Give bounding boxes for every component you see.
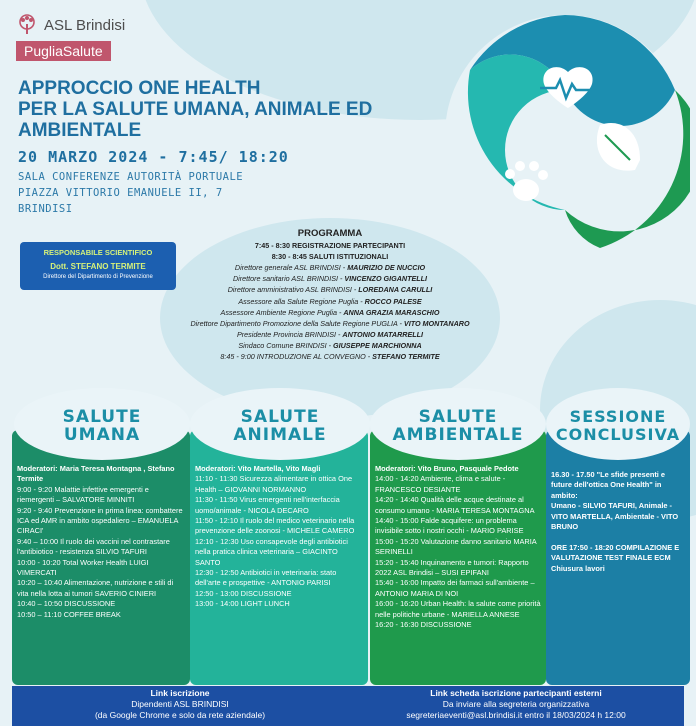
session-item: 12:10 - 12:30 Uso consapevole degli antibiotici nella pratica clinica veterinaria – GIACINTO SANTO (195, 536, 348, 567)
venue-line-1: SALA CONFERENZE AUTORITÀ PORTUALE (18, 171, 244, 183)
programma-line (172, 273, 488, 284)
column-sessione-conclusiva (546, 430, 690, 685)
internal-note: (da Google Chrome e solo da rete aziendale) (94, 710, 266, 720)
session-item: 9:20 - 9:40 Prevenzione in prima linea: combattere ICA ed AMR in ambito ospedaliero – EMANUELA CIRACI' (17, 505, 183, 536)
programma-lines (172, 262, 488, 362)
session-item: 16:20 - 16:30 DISCUSSIONE (375, 620, 472, 630)
programma-speaker: LOREDANA CARULLI (358, 285, 433, 295)
title-line-2: PER LA SALUTE UMANA, ANIMALE ED (18, 99, 373, 120)
programma-speaker: ANNA GRAZIA MARASCHIO (343, 307, 440, 317)
session-item: 9:40 – 10:00 Il ruolo dei vaccini nel contrastare l'antibiotico - resistenza SILVIO TAFURI (17, 536, 170, 557)
session-item: 15:20 - 15:40 Inquinamento e tumori: Rapporto 2022 ASL Brindisi – SUSI EPIFANI (375, 557, 529, 578)
programma-speaker: ROCCO PALESE (364, 296, 422, 306)
header-salute-umana (14, 388, 190, 460)
programma-line (172, 262, 488, 273)
session-item: 12:30 - 12:50 Antibiotici in veterinaria: stato dell'arte e prospettive - ANTONIO PARISI (195, 568, 337, 588)
programma-title: PROGRAMMA (297, 228, 363, 239)
programma-speaker: ANTONIO MATARRELLI (342, 329, 424, 339)
programma-line (172, 351, 488, 362)
one-health-emblem (440, 10, 690, 260)
header-salute-ambientale (370, 388, 546, 460)
session-item: Moderatori: Maria Teresa Montagna , Stefano Termite (17, 464, 175, 484)
session-item: 16:00 - 16:20 Urban Health: la salute come priorità nelle politiche urbane - MARIELLA ANNESE (375, 599, 541, 619)
session-item: 10:40 – 10:50 DISCUSSIONE (17, 599, 116, 609)
logo (16, 12, 142, 61)
session-item: 9:00 - 9:20 Malattie infettive emergenti e riemergenti – SALVATORE MINNITI (17, 484, 149, 505)
session-item: 10:20 – 10:40 Alimentazione, nutrizione e stili di vita nella lotta ai tumori SAVERIO CINIERI (17, 578, 174, 598)
title-line-3: AMBIENTALE (18, 120, 142, 141)
header-line-1: SALUTE (418, 407, 498, 427)
programma-role: Direttore amministrativo ASL BRINDISI - (227, 285, 359, 295)
programma-speaker: VITO MONTANARO (403, 318, 470, 328)
external-registration[interactable] (348, 686, 684, 726)
programma-role: Assessore Ambiente Regione Puglia - (220, 307, 344, 317)
responsabile-name: Dott. STEFANO TERMITE (50, 262, 146, 271)
puglia-salute-label: PugliaSalute (16, 41, 111, 61)
external-instructions: Da inviare alla segreteria organizzativa (442, 699, 590, 709)
header-salute-animale (190, 388, 370, 460)
external-email[interactable]: segreteriaeventi@asl.brindisi.it entro il 18/03/2024 h 12:00 (406, 710, 626, 720)
session-item: 13:00 - 14:00 LIGHT LUNCH (195, 599, 290, 609)
header-sessione-conclusiva (546, 388, 690, 460)
internal-link-label[interactable]: Link iscrizione (150, 688, 210, 698)
session-item: 12:50 - 13:00 DISCUSSIONE (195, 588, 292, 598)
venue (18, 169, 243, 217)
programma-line (172, 340, 488, 351)
tree-logo-icon (16, 14, 38, 36)
session-item: 15:00 - 15:20 Valutazione danno sanitario MARIA SERINELLI (375, 536, 537, 557)
programma-line (172, 329, 488, 340)
header-line-1: SESSIONE (569, 407, 667, 426)
session-item: Moderatori: Vito Martella, Vito Magli (195, 464, 321, 473)
responsabile-box (20, 242, 176, 290)
registrazione: 7:45 - 8:30 REGISTRAZIONE PARTECIPANTI (254, 241, 406, 251)
programma-role: Presidente Provincia BRINDISI - (236, 329, 343, 339)
registration-footer (12, 686, 684, 726)
programma (172, 228, 488, 362)
programma-role: Direttore generale ASL BRINDISI - (234, 263, 348, 273)
programma-speaker: STEFANO TERMITE (372, 352, 440, 362)
session-item (551, 532, 685, 542)
programma-line (172, 307, 488, 318)
event-date: 20 MARZO 2024 - 7:45/ 18:20 (18, 148, 289, 166)
responsabile-label: RESPONSABILE SCIENTIFICO (43, 248, 153, 257)
page-title (18, 78, 458, 141)
venue-line-3: BRINDISI (18, 203, 73, 215)
programma-role: 8:45 - 9:00 INTRODUZIONE AL CONVEGNO - (220, 352, 373, 362)
session-item: 11:50 - 12:10 Il ruolo del medico veterinario nella prevenzione delle zoonosi - MICHELE CAMERO (195, 516, 355, 536)
header-line-2: UMANA (63, 425, 141, 445)
saluti: 8:30 - 8:45 SALUTI ISTITUZIONALI (271, 252, 389, 262)
internal-audience: Dipendenti ASL BRINDISI (131, 699, 229, 709)
internal-registration[interactable] (12, 686, 348, 726)
session-item: Moderatori: Vito Bruno, Pasquale Pedote (375, 464, 519, 473)
session-item: 10:00 - 10:20 Total Worker Health LUIGI VIMERCATI (17, 557, 149, 578)
column-salute-umana (12, 430, 190, 685)
session-item: 15:40 - 16:00 Impatto dei farmaci sull'ambiente – ANTONIO MARIA DI NOI (375, 578, 535, 598)
header-line-1: SALUTE (240, 407, 320, 427)
programma-speaker: MAURIZIO DE NUCCIO (347, 263, 426, 273)
title-line-1: APPROCCIO ONE HEALTH (18, 78, 261, 99)
external-link-label[interactable]: Link scheda iscrizione partecipanti esterni (430, 688, 602, 698)
session-item: 11:30 - 11:50 Virus emergenti nell'interfaccia uomo/animale - NICOLA DECARO (195, 495, 340, 515)
responsabile-role: Direttore del Dipartimento di Prevenzione (43, 274, 153, 280)
programma-role: Assessore alla Salute Regione Puglia - (238, 296, 365, 306)
header-line-2: CONCLUSIVA (555, 425, 681, 444)
column-salute-animale (190, 430, 368, 685)
session-item: ORE 17:50 - 18:20 COMPILAZIONE E VALUTAZIONE TEST FINALE ECM Chiusura lavori (551, 542, 680, 573)
column-salute-ambientale (370, 430, 546, 685)
session-item: 16.30 - 17.50 "Le sfide presenti e future dell'ottica One Health" in ambito: (551, 470, 666, 500)
programma-role: Direttore Dipartimento Promozione della Salute Regione PUGLIA - (190, 318, 404, 328)
programma-role: Direttore sanitario ASL BRINDISI - (232, 274, 345, 284)
programma-role: Sindaco Comune BRINDISI - (238, 340, 334, 350)
session-item: Umano - SILVIO TAFURI, Animale - VITO MARTELLA, Ambientale - VITO BRUNO (551, 501, 679, 532)
programma-speaker: VINCENZO GIGANTELLI (344, 274, 428, 284)
session-item: 11:10 - 11:30 Sicurezza alimentare in ottica One Health – GIOVANNI NORMANNO (195, 474, 353, 494)
programma-line (172, 284, 488, 295)
session-item: 10:50 – 11:10 COFFEE BREAK (17, 609, 121, 619)
header-line-1: SALUTE (62, 407, 142, 427)
session-item: 14:40 - 15:00 Falde acquifere: un problema invisibile sotto i nostri occhi - MARIO PARISE (375, 516, 524, 536)
session-item: 14:20 - 14:40 Qualità delle acque destinate al consumo umano - MARIA TERESA MONTAGNA (375, 495, 535, 515)
programma-line (172, 296, 488, 307)
programma-line (172, 318, 488, 329)
header-line-2: AMBIENTALE (392, 425, 524, 445)
programma-speaker: GIUSEPPE MARCHIONNA (333, 340, 422, 350)
asl-brand: ASL Brindisi (44, 16, 126, 34)
header-line-2: ANIMALE (233, 425, 327, 445)
session-item: 14:00 - 14:20 Ambiente, clima e salute - FRANCESCO DESIANTE (375, 474, 506, 494)
venue-line-2: PIAZZA VITTORIO EMANUELE II, 7 (18, 187, 223, 199)
